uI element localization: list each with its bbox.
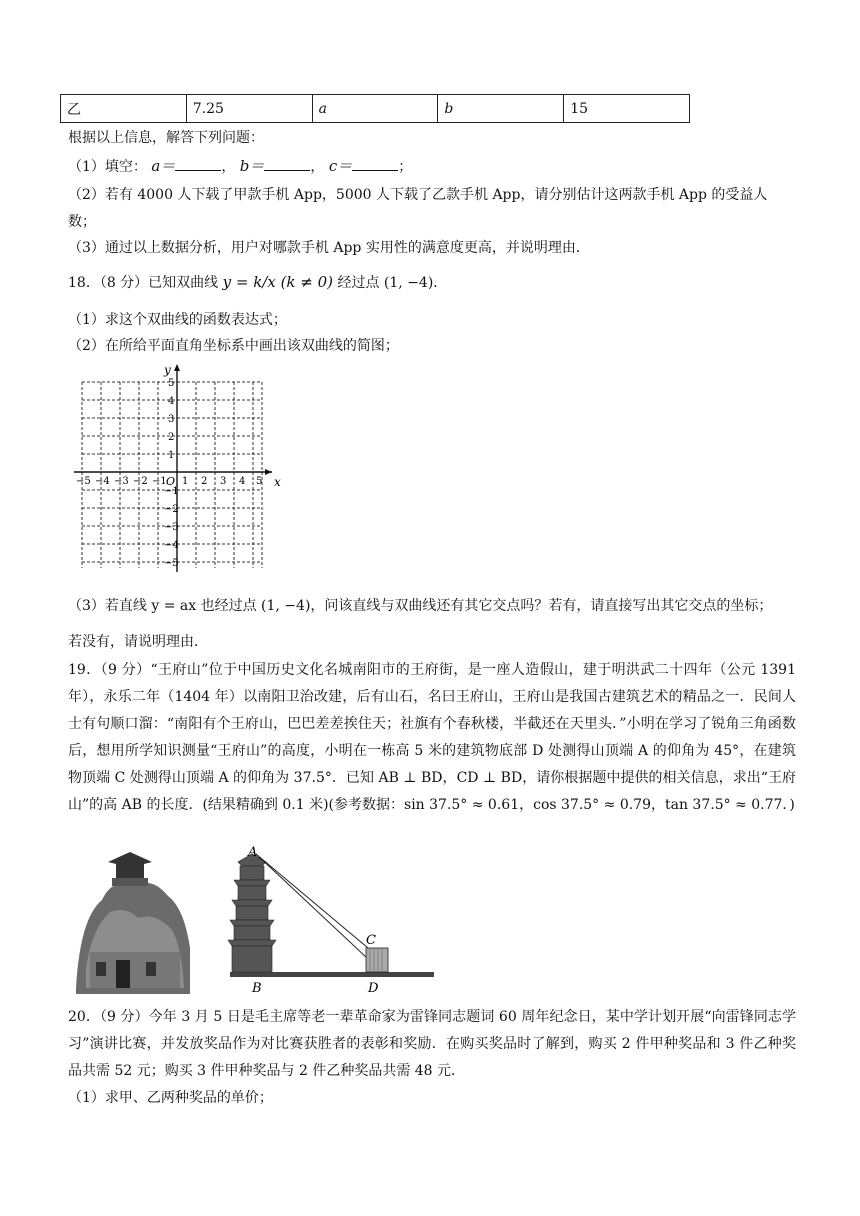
x-tick: 3 xyxy=(220,476,227,487)
q17-part3: （3）通过以上数据分析，用户对哪款手机 App 实用性的满意度更高，并说明理由． xyxy=(68,240,590,256)
table-cell: 乙 xyxy=(61,95,187,123)
y-tick: 1 xyxy=(168,450,175,461)
x-tick: −3 xyxy=(114,476,129,487)
x-tick: 2 xyxy=(201,476,208,487)
origin-label: O xyxy=(166,475,176,488)
q17-part1-prefix: （1）填空： xyxy=(68,159,147,175)
blank-a xyxy=(175,158,221,171)
y-tick: −2 xyxy=(164,504,179,515)
y-tick: −4 xyxy=(164,540,179,551)
y-tick: 4 xyxy=(168,396,175,407)
q17-part2: （2）若有 4000 人下载了甲款手机 App，5000 人下载了乙款手机 App，请分别估计这两款手机 App 的受益人 xyxy=(68,187,768,203)
blank-b-label: b＝ xyxy=(239,157,265,175)
q18-part1: （1）求这个双曲线的函数表达式； xyxy=(68,312,287,328)
x-axis-label: x xyxy=(274,475,281,489)
y-arrow-icon xyxy=(174,364,180,371)
q20-text: 20．（9 分）今年 3 月 5 日是毛主席等老一辈革命家为雷锋同志题词 60 周年纪念日，某中学计划开展“向雷锋同志学习”演讲比赛，并发放奖品作为对比赛获胜者的表彰和奖励．在购买奖品时了解到，购买 2 件甲种奖品和 3 件乙种奖品共需 52 元；购买 3 件甲种奖品与 2 件乙种奖品共需 48 元． xyxy=(68,1009,796,1079)
table-cell: 7.25 xyxy=(186,95,312,123)
data-table xyxy=(60,94,690,123)
x-tick: −1 xyxy=(152,476,167,487)
point-a-label: A xyxy=(248,845,258,860)
table-cell: a xyxy=(312,95,438,123)
q17-part2-cont: 数； xyxy=(68,214,96,230)
y-tick: 3 xyxy=(168,414,175,425)
blank-c-label: c＝ xyxy=(328,157,353,175)
q18-heading xyxy=(68,272,447,293)
x-tick: 4 xyxy=(239,476,246,487)
point-b-label: B xyxy=(252,981,262,994)
triangle-diagram xyxy=(222,844,438,994)
q18-part2: （2）在所给平面直角坐标系中画出该双曲线的简图； xyxy=(68,338,399,354)
q17-part1: （1）填空： a＝ ， b＝ ， c＝ ； xyxy=(68,157,413,175)
instructions: 根据以上信息，解答下列问题： xyxy=(68,130,264,146)
table-row xyxy=(61,95,690,123)
q18-part3-cont: 若没有，请说明理由． xyxy=(68,634,208,650)
y-tick: −3 xyxy=(164,522,179,533)
x-tick: −2 xyxy=(133,476,148,487)
point-c-label: C xyxy=(366,933,376,948)
q18-function: y = k/x (k ≠ 0) xyxy=(222,273,334,291)
y-tick: −5 xyxy=(164,558,179,569)
point-d-label: D xyxy=(368,981,379,994)
x-tick: −4 xyxy=(95,476,110,487)
coordinate-grid xyxy=(72,360,282,575)
blank-b xyxy=(264,158,310,171)
y-tick: 5 xyxy=(168,378,175,389)
table-cell: 15 xyxy=(564,95,690,123)
q18-head: 18．（8 分）已知双曲线 xyxy=(68,275,219,291)
wangfu-mountain-photo xyxy=(72,848,194,996)
x-tick: 1 xyxy=(182,476,189,487)
blank-a-label: a＝ xyxy=(151,157,176,175)
y-tick: −1 xyxy=(164,486,179,497)
y-axis-label: y xyxy=(164,363,171,377)
blank-c xyxy=(352,158,398,171)
x-tick: −5 xyxy=(76,476,91,487)
q20-part1: （1）求甲、乙两种奖品的单价； xyxy=(68,1090,273,1106)
q18-tail: 经过点 (1, −4)． xyxy=(337,275,448,291)
x-tick: 5 xyxy=(256,476,263,487)
x-arrow-icon xyxy=(265,469,272,475)
y-tick: 2 xyxy=(168,432,175,443)
q18-part3: （3）若直线 y = ax 也经过点 (1, −4)，问该直线与双曲线还有其它交点吗？若有，请直接写出其它交点的坐标； xyxy=(68,598,773,614)
table-cell: b xyxy=(438,95,564,123)
q19-text: 19．（9 分）“王府山”位于中国历史文化名城南阳市的王府街，是一座人造假山，建于明洪武二十四年（公元 1391 年），永乐二年（1404 年）以南阳卫治改建，后有山石，名曰王府山，王府山是我国古建筑艺术的精品之一．民间人士有句顺口溜：“南阳有个王府山，巴巴差差挨住天；社旗有个春秋楼，半截还在天里头．”小明在学习了锐角三角函数后，想用所学知识测量“王府山”的高度，小明在一栋高 5 米的建筑物底部 D 处测得山顶端 A 的仰角为 45°，在建筑物顶端 C 处测得山顶端 A 的仰角为 37.5°．已知 AB ⊥ BD，CD ⊥ BD，请你根据题中提供的相关信息，求出“王府山”的高 AB 的长度．(结果精确到 0.1 米)(参考数据：sin 37.5° ≈ 0.61，cos 37.5° ≈ 0.79，tan 37.5° ≈ 0.77．) xyxy=(68,662,796,813)
